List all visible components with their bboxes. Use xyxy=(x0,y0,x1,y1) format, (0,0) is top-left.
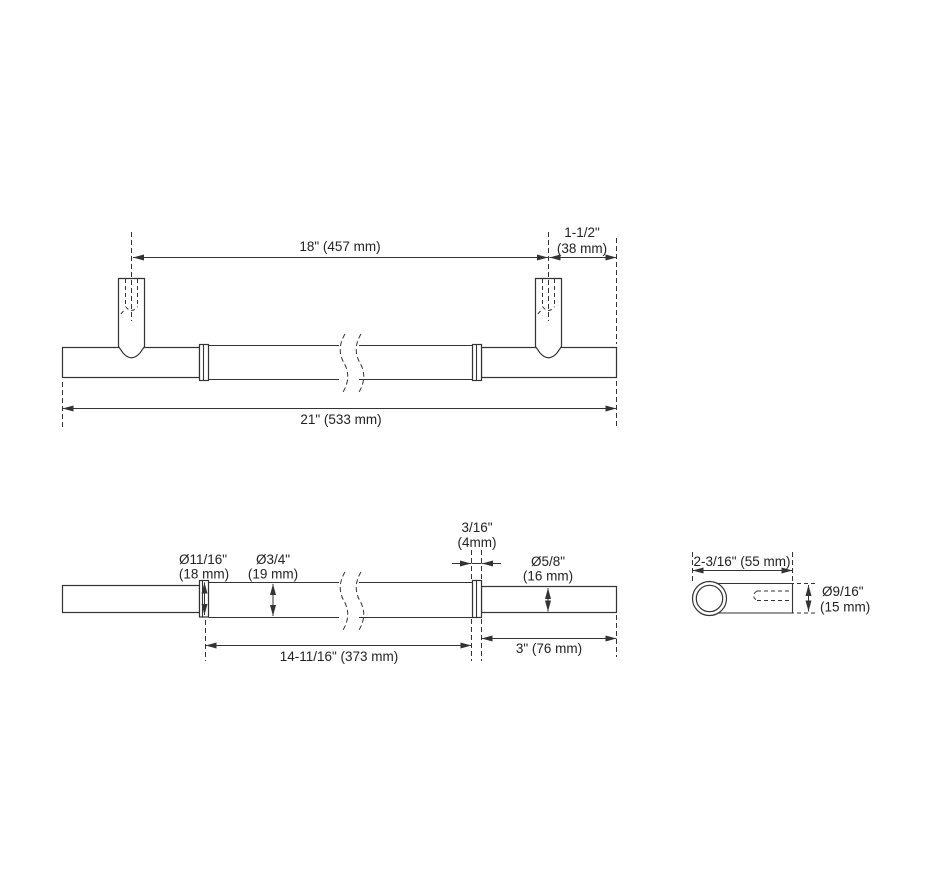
dim-label-post-offset-2: (38 mm) xyxy=(556,241,608,256)
dim-label-post-diameter-1: Ø9/16" xyxy=(822,584,864,599)
profile-view xyxy=(63,520,617,664)
dim-label-end-length: 3" (76 mm) xyxy=(515,641,583,656)
dim-label-grip-diameter-1: Ø3/4" xyxy=(255,552,291,567)
post-end-inner-circle xyxy=(696,585,722,611)
profile-collar-right xyxy=(473,581,482,618)
dim-label-collar-diameter-1: Ø11/16" xyxy=(178,552,228,567)
dim-label-overall-length: 21" (533 mm) xyxy=(300,412,382,427)
hidden-bore-lines xyxy=(757,591,790,601)
bar-collar-right xyxy=(473,345,482,381)
dim-label-collar-width-2: (4mm) xyxy=(457,535,497,550)
profile-right-section xyxy=(482,587,617,613)
dim-center-to-center xyxy=(133,239,548,258)
top-view xyxy=(63,225,617,427)
dim-label-post-offset-1: 1-1/2" xyxy=(564,225,600,240)
hidden-bore-cap xyxy=(754,591,758,601)
dim-label-end-diameter-2: (16 mm) xyxy=(522,568,574,584)
dim-label-collar-diameter-2: (18 mm) xyxy=(178,566,230,582)
dim-projection xyxy=(693,552,793,583)
dim-label-grip-length: 14-11/16" (373 mm) xyxy=(279,649,399,664)
dim-label-grip-diameter-2: (19 mm) xyxy=(247,566,299,582)
dim-end-length xyxy=(482,615,617,657)
dim-label-end-diameter-1: Ø5/8" xyxy=(530,554,566,569)
dim-label-post-diameter-2: (15 mm) xyxy=(820,599,871,615)
dim-label-collar-width-1: 3/16" xyxy=(461,520,493,535)
dim-overall-length xyxy=(63,382,617,427)
dim-grip-length xyxy=(206,620,472,664)
dim-label-projection: 2-3/16" (55 mm) xyxy=(693,554,791,569)
break-lines xyxy=(340,334,364,392)
profile-break-lines xyxy=(340,572,364,630)
profile-left-section xyxy=(63,586,200,613)
bar-collar-left xyxy=(200,345,209,381)
dim-label-center-to-center: 18" (457 mm) xyxy=(299,239,381,254)
mounting-post-left xyxy=(119,232,145,358)
profile-collar-left xyxy=(200,581,209,618)
dim-post-diameter xyxy=(790,584,870,615)
end-view xyxy=(693,552,871,616)
